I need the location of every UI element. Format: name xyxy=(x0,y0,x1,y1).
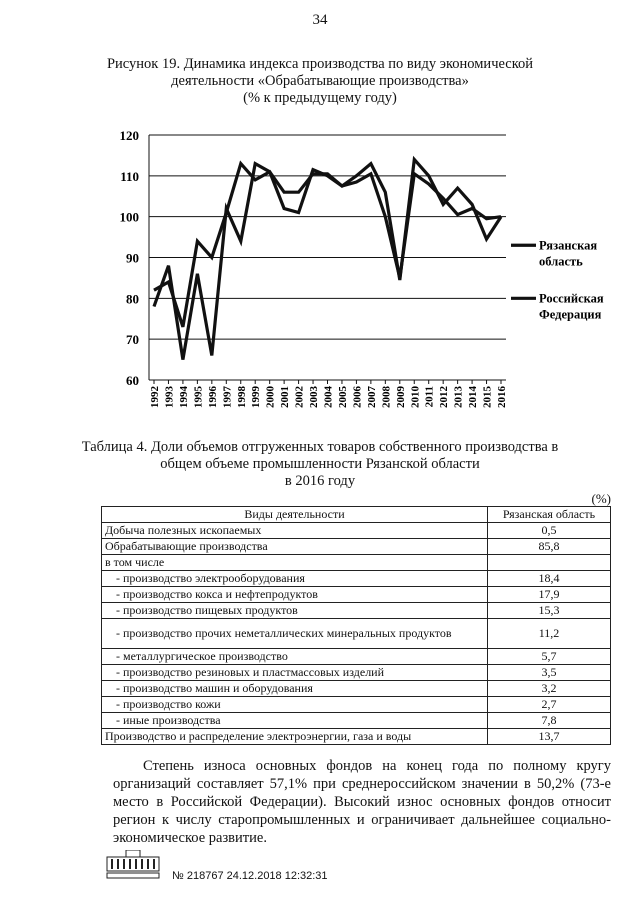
x-tick-label: 1996 xyxy=(206,386,219,408)
activity-share-value: 85,8 xyxy=(488,539,611,555)
activity-label: - производство кожи xyxy=(102,697,488,713)
activity-label: - производство кокса и нефтепродуктов xyxy=(102,587,488,603)
table-row xyxy=(102,539,611,555)
series-line-russia xyxy=(154,164,501,327)
table-row xyxy=(102,729,611,745)
x-tick-label: 2009 xyxy=(394,386,407,408)
y-tick-label: 80 xyxy=(126,291,139,307)
y-tick-label: 110 xyxy=(120,168,139,184)
activity-share-value: 3,2 xyxy=(488,681,611,697)
activity-share-value: 0,5 xyxy=(488,523,611,539)
activity-share-value: 13,7 xyxy=(488,729,611,745)
footer-stamp: № 218767 24.12.2018 12:32:31 xyxy=(172,870,328,882)
table-row xyxy=(102,619,611,649)
activity-share-value: 15,3 xyxy=(488,603,611,619)
x-tick-label: 1994 xyxy=(177,386,190,408)
activity-label: Добыча полезных ископаемых xyxy=(102,523,488,539)
table-caption-line2: общем объеме промышленности Рязанской области xyxy=(160,456,480,472)
table-unit: (%) xyxy=(591,491,611,506)
activity-share-value: 5,7 xyxy=(488,649,611,665)
body-paragraph: Степень износа основных фондов на конец года по полному кругу организаций составляет 57,1% при среднероссийском значении в 50,2% (73-е место в Российской Федерации). Высокий износ основных фондов относит регион к числу старопромышленных и ограничивает дальнейшее социально-экономическое развитие. xyxy=(113,758,611,846)
legend-label-line1: Российская xyxy=(539,291,604,306)
x-tick-label: 2008 xyxy=(380,386,393,408)
table-caption-line3: в 2016 году xyxy=(284,473,356,489)
x-tick-label: 2013 xyxy=(452,386,465,408)
legend-label-line2: область xyxy=(539,254,583,269)
table-row xyxy=(102,523,611,539)
legend-label-line1: Рязанская xyxy=(539,238,598,253)
figure-caption-line3: (% к предыдущему году) xyxy=(243,90,397,106)
table-row xyxy=(102,665,611,681)
table-row xyxy=(102,555,611,571)
x-tick-label: 2015 xyxy=(481,386,494,408)
y-tick-label: 100 xyxy=(119,209,139,225)
activity-share-value: 7,8 xyxy=(488,713,611,729)
activity-share-value: 2,7 xyxy=(488,697,611,713)
page-number: 34 xyxy=(312,12,328,28)
series-line-ryazan xyxy=(154,160,501,360)
activity-label: в том числе xyxy=(102,555,488,571)
activity-share-value: 17,9 xyxy=(488,587,611,603)
y-tick-label: 90 xyxy=(126,250,139,266)
table-row xyxy=(102,713,611,729)
table-row xyxy=(102,571,611,587)
figure-caption-line1: Рисунок 19. Динамика индекса производства по виду экономической xyxy=(106,56,534,72)
activity-label: - производство пищевых продуктов xyxy=(102,603,488,619)
y-tick-label: 60 xyxy=(126,373,139,388)
table-row xyxy=(102,603,611,619)
government-seal-logo xyxy=(104,850,162,880)
activity-share-value xyxy=(488,555,611,571)
activity-label: - производство прочих неметаллических минеральных продуктов xyxy=(102,619,488,649)
table-header-row xyxy=(102,507,611,523)
x-tick-label: 1995 xyxy=(192,386,205,408)
x-tick-label: 2011 xyxy=(423,386,436,408)
activity-share-value: 11,2 xyxy=(488,619,611,649)
activity-label: - производство резиновых и пластмассовых изделий xyxy=(102,665,488,681)
activity-share-value: 3,5 xyxy=(488,665,611,681)
x-tick-label: 2001 xyxy=(279,386,292,408)
header-activity: Виды деятельности xyxy=(102,507,488,523)
x-tick-label: 2004 xyxy=(322,386,335,408)
x-tick-label: 1993 xyxy=(163,386,176,408)
activity-label: Обрабатывающие производства xyxy=(102,539,488,555)
x-tick-label: 1998 xyxy=(235,386,248,408)
x-tick-label: 2005 xyxy=(336,386,349,408)
table-row xyxy=(102,587,611,603)
x-tick-label: 2016 xyxy=(496,386,508,408)
figure-caption-line2: деятельности «Обрабатывающие производства» xyxy=(171,73,469,89)
activity-label: - производство машин и оборудования xyxy=(102,681,488,697)
industry-shares-table xyxy=(101,506,611,745)
table-row xyxy=(102,697,611,713)
table-caption-line1: Таблица 4. Доли объемов отгруженных товаров собственного производства в xyxy=(81,439,559,455)
x-tick-label: 2006 xyxy=(351,386,364,408)
header-region: Рязанская область xyxy=(488,507,611,523)
y-tick-label: 70 xyxy=(126,332,139,348)
table-row xyxy=(102,649,611,665)
x-tick-label: 1992 xyxy=(149,386,161,408)
table-row xyxy=(102,681,611,697)
table-caption xyxy=(40,439,600,490)
legend-label-line2: Федерация xyxy=(539,307,602,322)
activity-label: - иные производства xyxy=(102,713,488,729)
activity-label: - металлургическое производство xyxy=(102,649,488,665)
activity-label: Производство и распределение электроэнергии, газа и воды xyxy=(102,729,488,745)
activity-label: - производство электрооборудования xyxy=(102,571,488,587)
activity-share-value: 18,4 xyxy=(488,571,611,587)
x-tick-label: 1997 xyxy=(221,386,234,408)
production-index-chart xyxy=(100,125,630,425)
x-tick-label: 2012 xyxy=(438,386,451,408)
x-tick-label: 2000 xyxy=(264,386,277,408)
x-tick-label: 2014 xyxy=(467,386,480,408)
x-tick-label: 2010 xyxy=(409,386,422,408)
x-tick-label: 2007 xyxy=(365,386,378,408)
figure-caption xyxy=(40,56,600,107)
x-tick-label: 1999 xyxy=(250,386,263,408)
y-tick-label: 120 xyxy=(119,128,139,143)
x-tick-label: 2002 xyxy=(293,386,306,408)
x-tick-label: 2003 xyxy=(308,386,321,408)
